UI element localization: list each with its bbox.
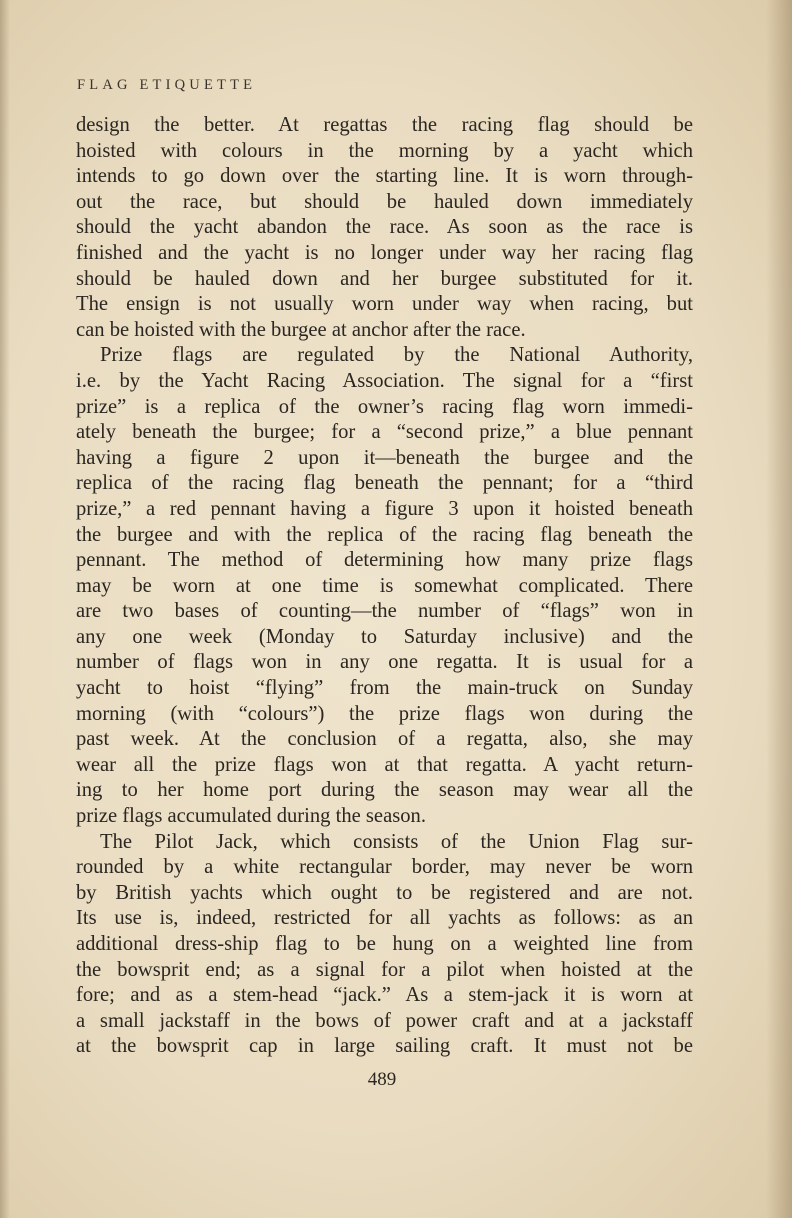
- page-number: [0, 1069, 792, 1091]
- text-line: ing to her home port during the season may wear all the: [76, 779, 693, 802]
- text-line: wear all the prize flags won at that regatta. A yacht return-: [76, 753, 693, 776]
- page-number-text: 489: [367, 1069, 397, 1090]
- text-line: prize,” a red pennant having a figure 3 upon it hoisted beneath: [76, 497, 693, 520]
- text-line: ately beneath the burgee; for a “second prize,” a blue pennant: [76, 421, 693, 444]
- page-gutter-shadow: [766, 0, 792, 1218]
- text-line: i.e. by the Yacht Racing Association. The signal for a “first: [76, 369, 693, 392]
- text-line: design the better. At regattas the racing flag should be: [76, 114, 693, 136]
- text-line: past week. At the conclusion of a regatta, also, she may: [76, 728, 693, 751]
- text-line: intends to go down over the starting line. It is worn through-: [76, 165, 693, 188]
- text-line: Prize flags are regulated by the National Authority,: [100, 344, 693, 367]
- text-line: should the yacht abandon the race. As soon as the race is: [76, 216, 693, 239]
- page-edge-shadow: [0, 0, 10, 1218]
- text-line: yacht to hoist “flying” from the main-truck on Sunday: [76, 677, 693, 700]
- text-line: additional dress-ship flag to be hung on a weighted line from: [76, 933, 693, 955]
- page-body-text: [76, 113, 693, 1060]
- text-line: morning (with “colours”) the prize flags won during the: [76, 702, 693, 725]
- text-line: a small jackstaff in the bows of power craft and at a jackstaff: [76, 1009, 693, 1032]
- text-line: fore; and as a stem-head “jack.” As a stem-jack it is worn at: [76, 984, 693, 1007]
- text-line: The Pilot Jack, which consists of the Union Flag sur-: [100, 830, 693, 853]
- text-line: the burgee and with the replica of the racing flag beneath the: [76, 523, 693, 546]
- text-line: rounded by a white rectangular border, may never be worn: [76, 856, 693, 879]
- text-line: hoisted with colours in the morning by a yacht which: [76, 139, 693, 162]
- text-line: replica of the racing flag beneath the pennant; for a “third: [76, 472, 693, 495]
- text-line: can be hoisted with the burgee at anchor after the race.: [76, 318, 526, 341]
- text-line: should be hauled down and her burgee substituted for it.: [76, 267, 693, 290]
- text-line: any one week (Monday to Saturday inclusive) and the: [76, 625, 693, 648]
- text-line: prize flags accumulated during the season.: [76, 805, 426, 828]
- text-line: may be worn at one time is somewhat complicated. There: [76, 574, 693, 597]
- text-line: at the bowsprit cap in large sailing craft. It must not be: [76, 1035, 693, 1058]
- running-header: FLAG ETIQUETTE: [77, 77, 257, 93]
- text-line: Its use is, indeed, restricted for all yachts as follows: as an: [76, 907, 693, 930]
- text-line: The ensign is not usually worn under way when racing, but: [76, 293, 693, 316]
- text-line: by British yachts which ought to be registered and are not.: [76, 881, 693, 904]
- text-line: finished and the yacht is no longer under way her racing flag: [76, 241, 693, 264]
- text-line: out the race, but should be hauled down immediately: [76, 190, 693, 213]
- text-line: prize” is a replica of the owner’s racing flag worn immedi-: [76, 395, 693, 418]
- text-line: are two bases of counting—the number of “flags” won in: [76, 600, 693, 623]
- text-line: pennant. The method of determining how many prize flags: [76, 549, 693, 572]
- text-line: the bowsprit end; as a signal for a pilot when hoisted at the: [76, 958, 693, 981]
- text-line: number of flags won in any one regatta. It is usual for a: [76, 651, 693, 674]
- text-line: having a figure 2 upon it—beneath the burgee and the: [76, 446, 693, 469]
